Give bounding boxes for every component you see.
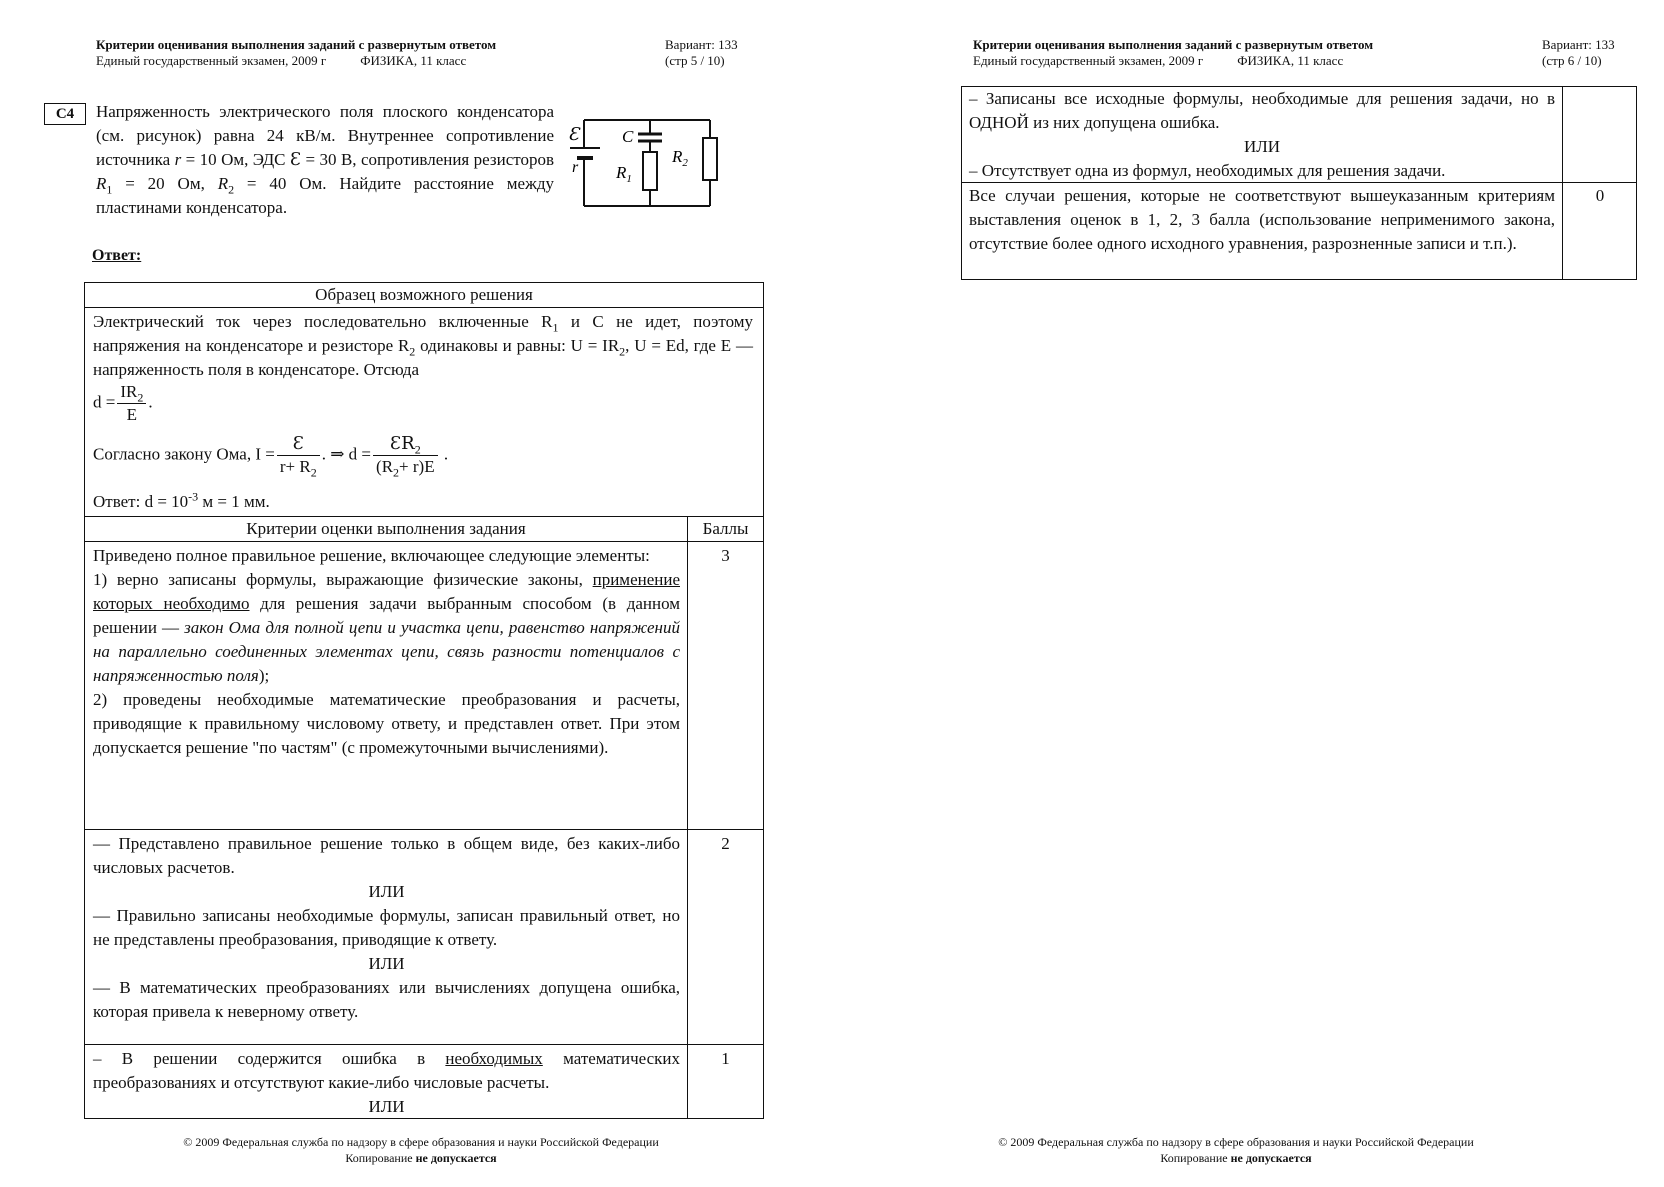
task-tag: C4 xyxy=(44,103,86,125)
header-page-number: (стр 5 / 10) xyxy=(665,53,725,68)
criterion-1-text: – В решении содержится ошибка в необходимых математических преобразованиях и отсутствуют какие-либо числовые расчеты. ИЛИ xyxy=(93,1049,680,1116)
header-exam: Единый государственный экзамен, 2009 г xyxy=(96,53,327,68)
right-page xyxy=(832,0,1664,1187)
solution-paragraph: Электрический ток через последовательно включенные $R_1$ и С не идет, поэтому напряжения на конденсаторе и резисторе $R_2$ одинаковы и равны: $U = IR_2$, U = Ed, где E — напряженность поля в конденсаторе. Отсюда xyxy=(93,312,754,379)
criterion-3-points: 3 xyxy=(721,546,730,565)
criterion-3-text: Приведено полное правильное решение, включающее следующие элементы: 1) верно записаны формулы, выражающие физические законы, применение которых необходимо для решения задачи выбранным способом (в данном решении — закон Ома для полной цепи и участка цепи, равенство напряжений на параллельно соединенных элементах цепи, связь разности потенциалов с напряженностью поля); 2) проведены необходимые математические преобразования и расчеты, приводящие к правильному числовому ответу, и представлен ответ. При этом допускается решение "по частям" (с промежуточными вычислениями). xyxy=(93,546,681,757)
points-header: Баллы xyxy=(702,519,749,538)
header-variant: Вариант: 133 xyxy=(665,37,738,52)
circuit-label-emf: Ɛ xyxy=(568,124,580,145)
circuit-label-c: C xyxy=(622,127,634,146)
circuit-label-r2: $R_2$ xyxy=(672,147,688,169)
criterion-2-text: — Представлено правильное решение только в общем виде, без каких-либо числовых расчетов. ИЛИ — Правильно записаны необходимые формулы, записан правильный ответ, но не представлены преобразования, приводящие к ответу. ИЛИ — В математических преобразованиях или вычислениях допущена ошибка, которая привела к неверному ответу. xyxy=(93,834,680,1021)
header-title: Критерии оценивания выполнения заданий с развернутым ответом xyxy=(96,37,497,52)
criterion-1-points: 1 xyxy=(721,1049,730,1068)
formula-ohm: Согласно закону Ома, I = $\frac{Ɛ}{r+ R_2}$ . ⇒ d = $\frac{ƐR_2}{(R_2+ r)E}$ . xyxy=(93,433,449,480)
header-variant-block xyxy=(1542,37,1615,69)
solution-title: Образец возможного решения xyxy=(315,285,533,304)
task-statement: Напряженность электрического поля плоского конденсатора (см. рисунок) равна 24 кВ/м. Внутреннее сопротивление источника r = 10 Ом, ЭДС Ɛ = 30 В, сопротивления резисторов $R_1 = 20$ Ом, $R_2 = 40$ Ом. Найдите расстояние между пластинами конденсатора. xyxy=(96,102,555,217)
header-variant: Вариант: 133 xyxy=(1542,37,1615,52)
criterion-2-points: 2 xyxy=(721,834,730,853)
page-footer: © 2009 Федеральная служба по надзору в сфере образования и науки Российской Федерации Копирование не допускается xyxy=(183,1135,659,1165)
formula-d: d = $\frac{IR_2}{E}$ . xyxy=(93,382,153,424)
criterion-0-text: Все случаи решения, которые не соответствуют вышеуказанным критериям выставления оценок в 1, 2, 3 балла (использование неприменимого закона, отсутствие более одного исходного уравнения, разрозненные записи и т.п.). xyxy=(969,186,1555,253)
criterion-1-continued-text: – Записаны все исходные формулы, необходимые для решения задачи, но в ОДНОЙ из них допущена ошибка. ИЛИ – Отсутствует одна из формул, необходимых для решения задачи. xyxy=(969,89,1555,180)
header-subject: ФИЗИКА, 11 класс xyxy=(360,53,467,68)
header-exam: Единый государственный экзамен, 2009 г xyxy=(973,53,1204,68)
header-subject: ФИЗИКА, 11 класс xyxy=(1237,53,1344,68)
circuit-label-r1: $R_1$ xyxy=(616,163,632,185)
header-title: Критерии оценивания выполнения заданий с развернутым ответом xyxy=(973,37,1374,52)
page-header xyxy=(973,37,1373,69)
page-footer: © 2009 Федеральная служба по надзору в сфере образования и науки Российской Федерации Копирование не допускается xyxy=(998,1135,1474,1165)
circuit-label-r: r xyxy=(572,159,579,176)
header-variant-block xyxy=(665,37,738,69)
page-header xyxy=(96,37,496,69)
criterion-0-points: 0 xyxy=(1595,186,1605,205)
header-page-number: (стр 6 / 10) xyxy=(1542,53,1602,68)
solution-answer: Ответ: $d = 10^{-3}$ м = 1 мм. xyxy=(93,489,270,511)
criteria-header: Критерии оценки выполнения задания xyxy=(246,519,526,538)
circuit-diagram xyxy=(568,110,728,210)
answer-label: Ответ: xyxy=(92,247,142,264)
